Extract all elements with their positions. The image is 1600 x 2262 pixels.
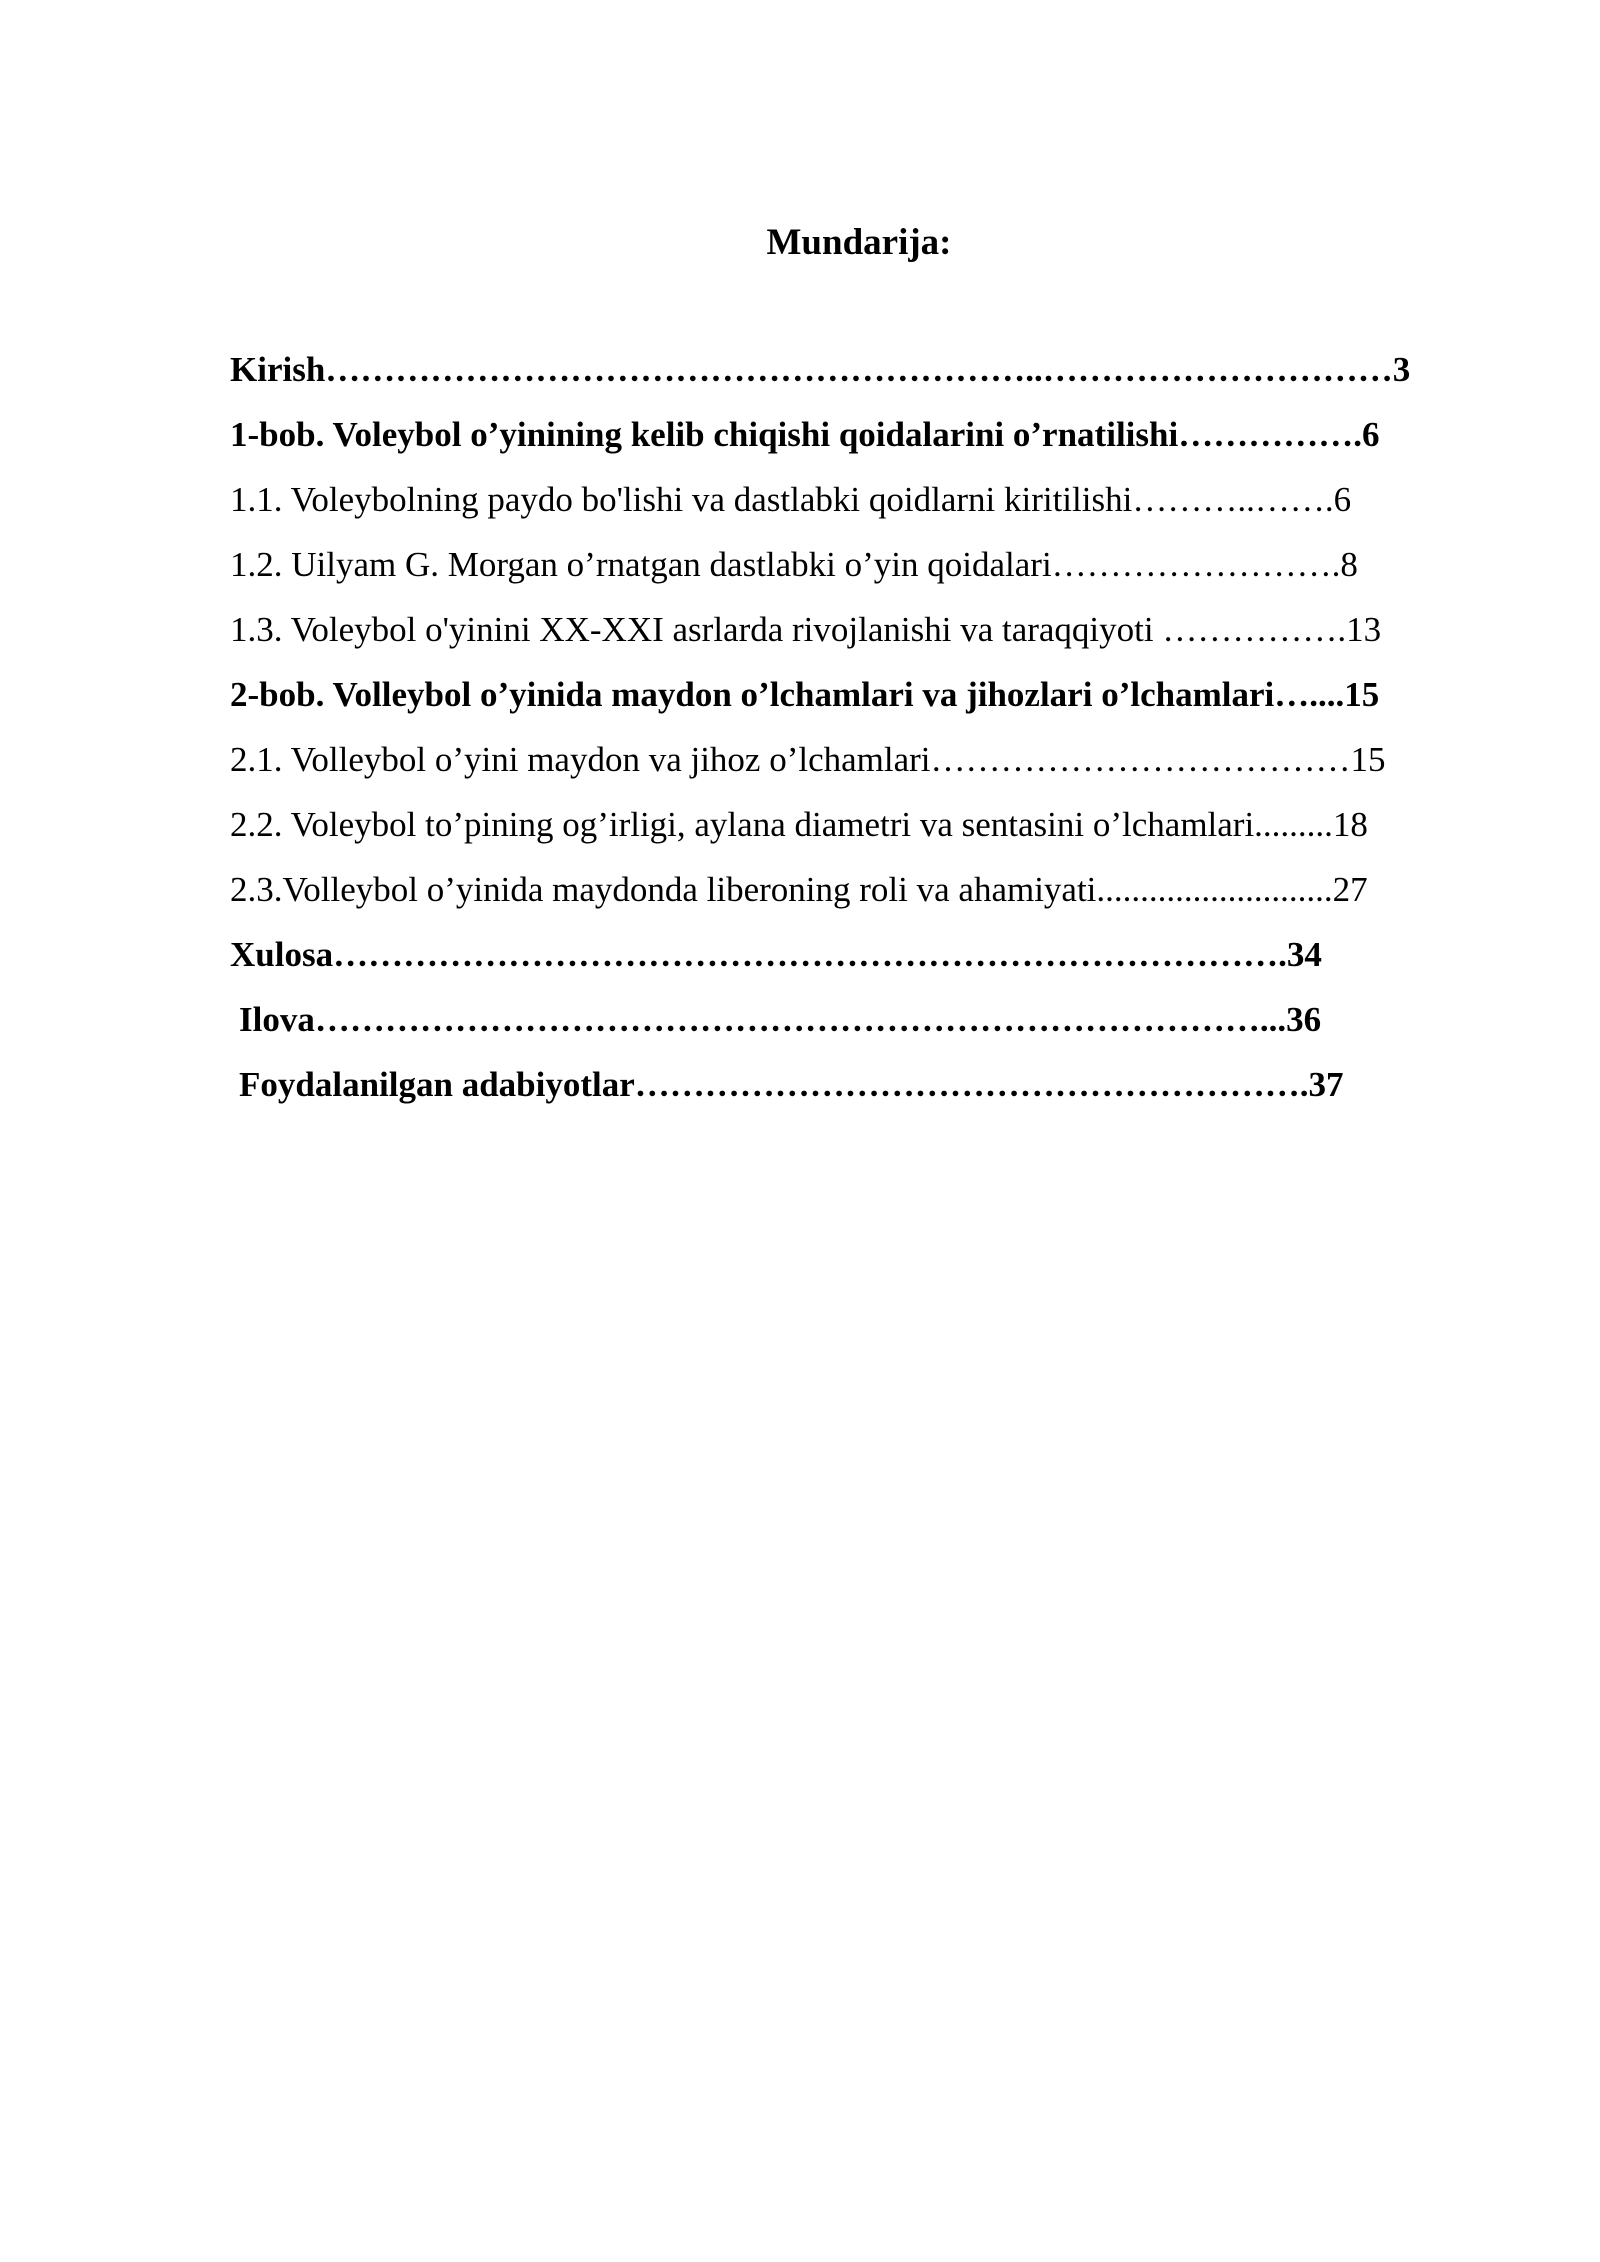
toc-entry-xulosa: Xulosa……………………………………………………………………….34 [230,935,1322,974]
toc-entry-1-3: 1.3. Voleybol o'yinini XX-XXI asrlarda rivojlanishi va taraqqiyoti …………….13 [230,610,1382,649]
table-of-contents [230,345,1480,1125]
toc-entry-2-2: 2.2. Voleybol to’pining og’irligi, aylana diametri va sentasini o’lchamlari.........18 [230,805,1368,844]
toc-entry-2-3: 2.3.Volleybol o’yinida maydonda liberoning roli va ahamiyati...........................27 [230,870,1368,909]
toc-entry-adabiyotlar: Foydalanilgan adabiyotlar………………………………………………….37 [239,1065,1344,1104]
toc-entry-2-1: 2.1. Volleybol o’yini maydon va jihoz o’lchamlari………………………………15 [230,740,1386,779]
toc-entry-1-2: 1.2. Uilyam G. Morgan o’rnatgan dastlabki o’yin qoidalari…………………….8 [230,545,1358,584]
toc-entry-kirish: Kirish……………………………………………………..…………………………3 [230,350,1411,389]
toc-entry-chapter-2: 2-bob. Volleybol o’yinida maydon o’lchamlari va jihozlari o’lchamlari…....15 [230,675,1380,714]
toc-entry-1-1: 1.1. Voleybolning paydo bo'lishi va dastlabki qoidlarni kiritilishi………..…….6 [230,480,1352,519]
toc-entry-ilova: Ilova………………………………………………………………………...36 [239,1000,1322,1039]
toc-entry-chapter-1: 1-bob. Voleybol o’yinining kelib chiqishi qoidalarini o’rnatilishi…………….6 [230,415,1380,454]
page-title: Mundarija: [766,222,952,263]
